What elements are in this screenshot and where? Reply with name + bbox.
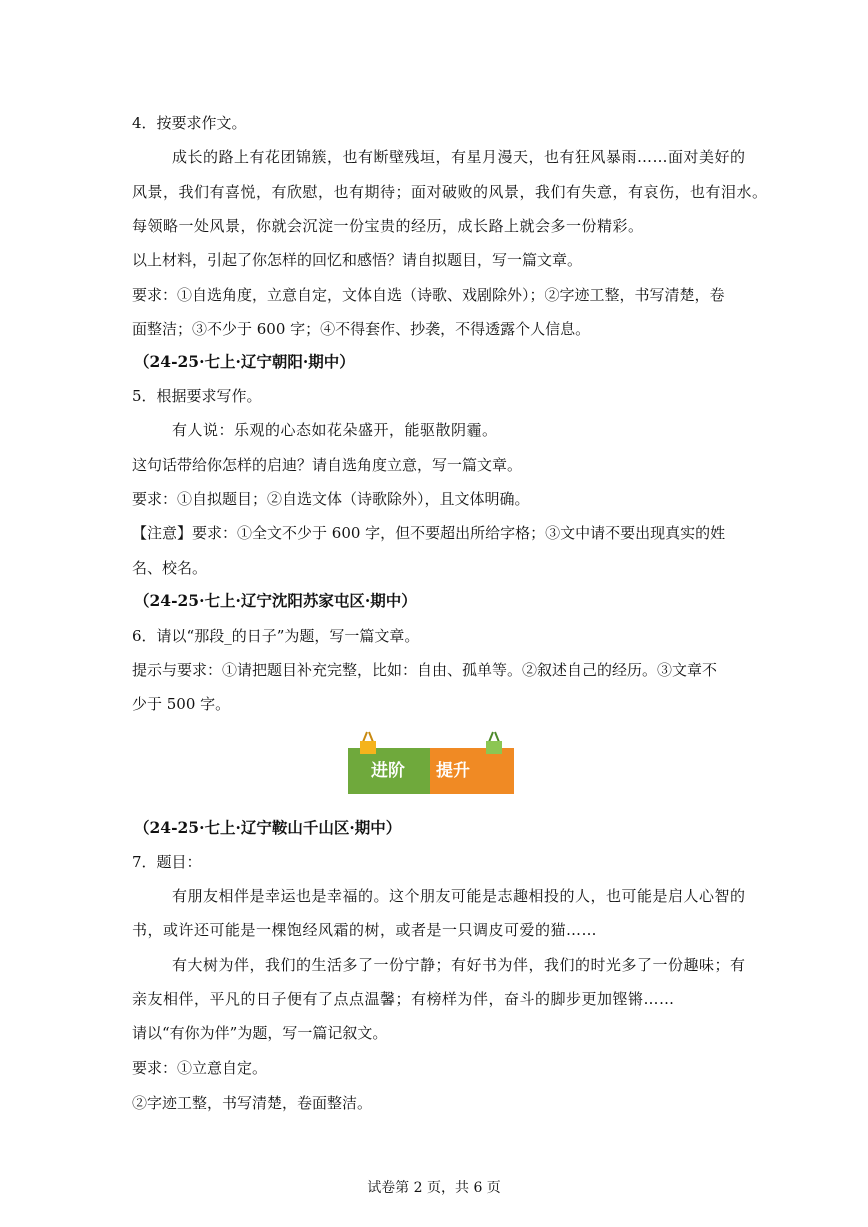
- q4-requirement-line: 要求：①自选角度，立意自定，文体自选（诗歌、戏剧除外）；②字迹工整，书写清楚，卷: [132, 286, 725, 304]
- q7-material-line: 有大树为伴，我们的生活多了一份宁静；有好书为伴，我们的时光多了一份趣味；有: [172, 956, 746, 974]
- binder-clip-icon: [484, 730, 504, 756]
- q5-note-line: 名、校名。: [132, 559, 208, 577]
- q4-material-line: 成长的路上有花团锦簇，也有断壁残垣，有星月漫天，也有狂风暴雨……面对美好的: [172, 148, 746, 166]
- source-label-q5: （24-25·七上·辽宁朝阳·期中）: [134, 352, 355, 371]
- q4-requirement-line: 面整洁；③不少于 600 字；④不得套作、抄袭，不得透露个人信息。: [132, 320, 591, 338]
- q7-requirement-line: ②字迹工整，书写清楚，卷面整洁。: [132, 1094, 373, 1112]
- binder-clip-icon: [358, 730, 378, 756]
- q4-prompt: 以上材料，引起了你怎样的回忆和感悟？请自拟题目，写一篇文章。: [132, 251, 583, 269]
- advanced-section-banner: [348, 730, 516, 796]
- q5-material: 有人说：乐观的心态如花朵盛开，能驱散阴霾。: [172, 421, 498, 439]
- q5-prompt: 这句话带给你怎样的启迪？请自选角度立意，写一篇文章。: [132, 456, 523, 474]
- banner-left-label: 进阶: [371, 761, 405, 781]
- q6-heading: 6．请以“那段_的日子”为题，写一篇文章。: [132, 627, 420, 645]
- q7-material-line: 亲友相伴，平凡的日子便有了点点温馨；有榜样为伴，奋斗的脚步更加铿锵……: [132, 990, 675, 1008]
- q7-requirement-line: 要求：①立意自定。: [132, 1059, 268, 1077]
- q7-prompt: 请以“有你为伴”为题，写一篇记叙文。: [132, 1024, 388, 1042]
- q5-heading: 5．根据要求写作。: [132, 387, 262, 405]
- q6-requirement-line: 少于 500 字。: [132, 695, 231, 713]
- q4-heading: 4．按要求作文。: [132, 114, 247, 132]
- q4-material-line: 每领略一处风景，你就会沉淀一份宝贵的经历，成长路上就会多一份精彩。: [132, 217, 644, 235]
- page-footer: 试卷第 2 页，共 6 页: [367, 1180, 501, 1196]
- q7-material-line: 有朋友相伴是幸运也是幸福的。这个朋友可能是志趣相投的人，也可能是启人心智的: [172, 887, 746, 905]
- source-label-q6: （24-25·七上·辽宁沈阳苏家屯区·期中）: [134, 591, 417, 610]
- q4-material-line: 风景，我们有喜悦，有欣慰，也有期待；面对破败的风景，我们有失意，有哀伤，也有泪水。: [132, 183, 768, 201]
- q5-requirement: 要求：①自拟题目；②自选文体（诗歌除外），且文体明确。: [132, 490, 530, 508]
- banner-right-label: 提升: [436, 761, 470, 781]
- q6-requirement-line: 提示与要求：①请把题目补充完整，比如：自由、孤单等。②叙述自己的经历。③文章不: [132, 661, 718, 679]
- source-label-q7: （24-25·七上·辽宁鞍山千山区·期中）: [134, 818, 402, 837]
- q7-heading: 7．题目：: [132, 853, 202, 871]
- q5-note-line: 【注意】要求：①全文不少于 600 字，但不要超出所给字格；③文中请不要出现真实的姓: [132, 524, 726, 542]
- q7-material-line: 书，或许还可能是一棵饱经风霜的树，或者是一只调皮可爱的猫……: [132, 921, 598, 939]
